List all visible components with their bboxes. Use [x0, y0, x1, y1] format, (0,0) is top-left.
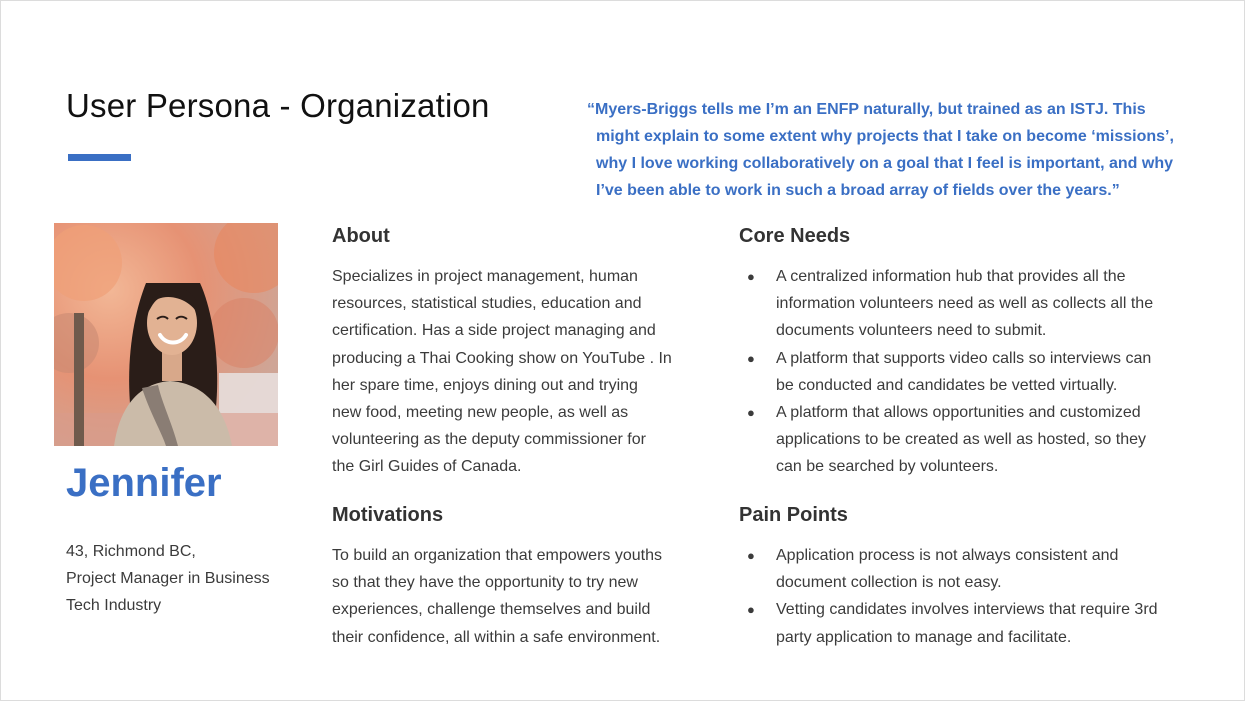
list-item — [739, 542, 1158, 596]
motivations-line: their confidence, all within a safe environment. — [332, 628, 661, 646]
persona-quote — [587, 96, 1187, 204]
about-line: resources, statistical studies, education and — [332, 295, 642, 313]
core-needs-heading: Core Needs — [739, 225, 851, 247]
list-item-line: document collection is not easy. — [776, 574, 1002, 592]
persona-name: Jennifer — [66, 461, 222, 505]
about-text — [332, 263, 672, 481]
motivations-line: experiences, challenge themselves and build — [332, 601, 651, 619]
persona-detail-line: 43, Richmond BC, — [66, 543, 196, 560]
persona-photo-icon — [54, 223, 278, 446]
quote-line: might explain to some extent why projects that I take on become ‘missions’, — [596, 128, 1174, 145]
bullet-icon: ● — [747, 269, 755, 284]
bullet-icon: ● — [747, 548, 755, 563]
quote-line: “Myers-Briggs tells me I’m an ENFP naturally, but trained as an ISTJ. This — [587, 101, 1146, 118]
about-line: Specializes in project management, human — [332, 268, 638, 285]
pain-points-list — [739, 542, 1158, 651]
motivations-line: To build an organization that empowers youths — [332, 547, 662, 564]
about-line: new food, meeting new people, as well as — [332, 404, 629, 422]
list-item — [739, 596, 1158, 650]
bullet-icon: ● — [747, 602, 755, 618]
list-item-line: A centralized information hub that provides all the — [776, 268, 1126, 285]
persona-detail-line: Project Manager in Business — [66, 570, 270, 587]
list-item-line: be conducted and candidates be vetted virtually. — [776, 376, 1118, 394]
persona-photo — [54, 223, 278, 446]
list-item-line: applications to be created as well as hosted, so they — [776, 431, 1146, 449]
about-line: certification. Has a side project managing and — [332, 322, 656, 340]
list-item-line: Vetting candidates involves interviews that require 3rd — [776, 601, 1158, 619]
bullet-icon: ● — [747, 350, 755, 366]
list-item-line: documents volunteers need to submit. — [776, 322, 1047, 340]
title-accent-bar — [68, 154, 131, 161]
core-needs-list — [739, 263, 1153, 481]
list-item-line: A platform that supports video calls so interviews can — [776, 349, 1152, 367]
about-line: her spare time, enjoys dining out and trying — [332, 376, 638, 394]
motivations-heading: Motivations — [332, 504, 444, 526]
persona-detail-line: Tech Industry — [66, 597, 162, 614]
list-item — [739, 263, 1153, 345]
about-line: volunteering as the deputy commissioner for — [332, 431, 646, 449]
page-title: User Persona - Organization — [66, 87, 490, 124]
list-item — [739, 399, 1153, 481]
quote-line: I’ve been able to work in such a broad array of fields over the years.” — [596, 182, 1120, 199]
list-item — [739, 345, 1153, 399]
list-item-line: Application process is not always consistent and — [776, 547, 1119, 564]
motivations-line: so that they have the opportunity to try new — [332, 574, 638, 592]
list-item-line: party application to manage and facilitate. — [776, 628, 1072, 646]
list-item-line: A platform that allows opportunities and customized — [776, 404, 1141, 422]
about-line: the Girl Guides of Canada. — [332, 458, 522, 476]
about-line: producing a Thai Cooking show on YouTube . In — [332, 349, 672, 367]
list-item-line: information volunteers need as well as collects all the — [776, 295, 1154, 313]
list-item-line: can be searched by volunteers. — [776, 458, 999, 476]
bullet-icon: ● — [747, 405, 755, 421]
persona-details — [66, 538, 270, 619]
pain-points-heading: Pain Points — [739, 504, 848, 526]
motivations-text — [332, 542, 662, 651]
quote-line: why I love working collaboratively on a goal that I feel is important, and why — [596, 155, 1173, 172]
about-heading: About — [332, 225, 390, 247]
